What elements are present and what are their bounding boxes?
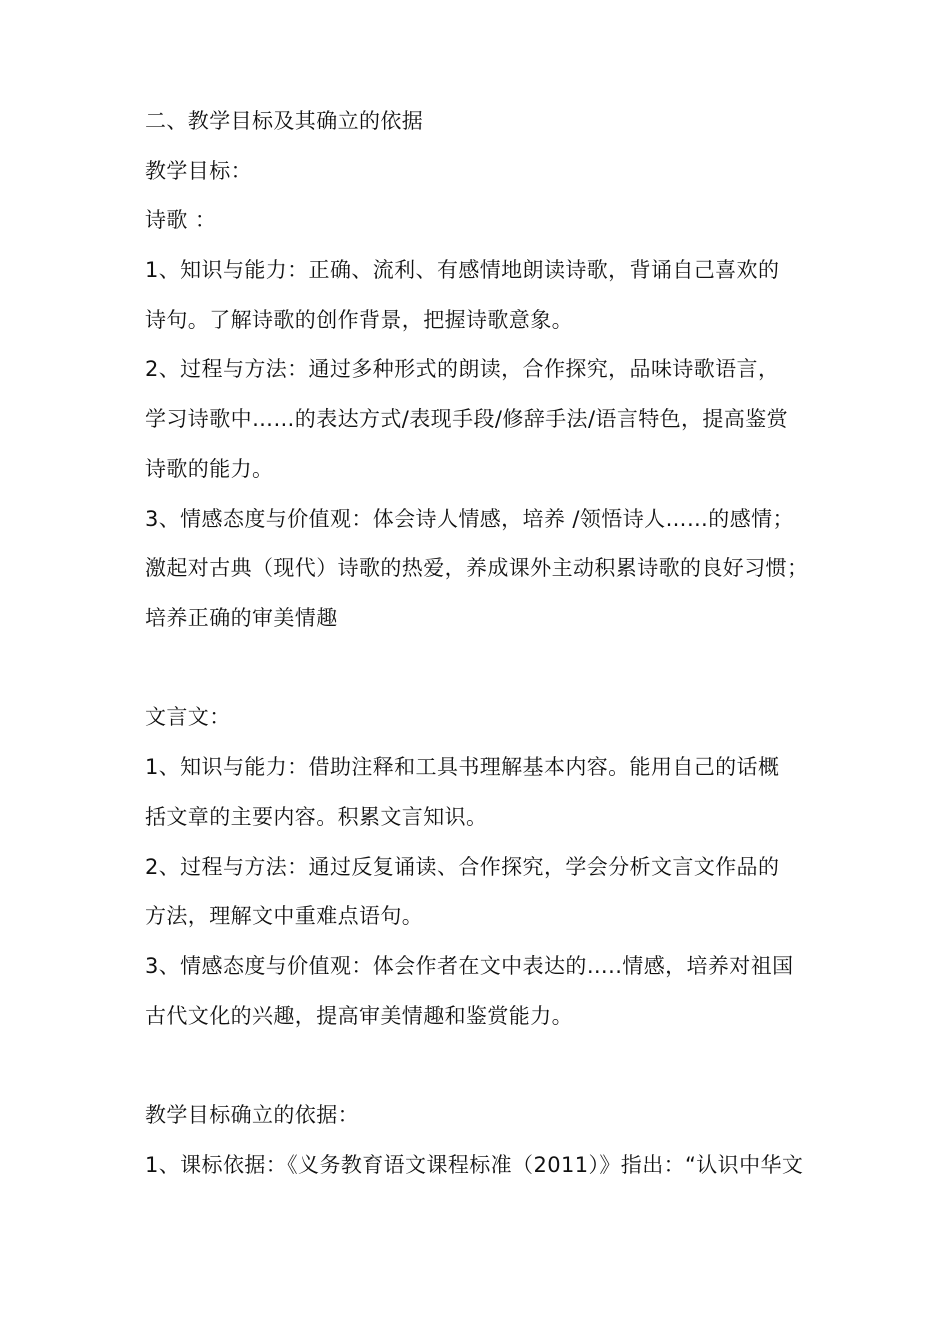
classical-line: 3、情感态度与价值观：体会作者在文中表达的…..情感，培养对祖国 <box>145 954 794 978</box>
classical-label: 文言文： <box>145 705 231 729</box>
goals-label: 教学目标： <box>145 159 252 183</box>
basis-line: 1、课标依据：《义务教育语文课程标准（2011）》指出：“认识中华文 <box>145 1153 804 1177</box>
poetry-label: 诗歌 ： <box>145 208 217 232</box>
classical-line: 古代文化的兴趣，提高审美情趣和鉴赏能力。 <box>145 1004 573 1028</box>
poetry-line: 诗句。了解诗歌的创作背景，把握诗歌意象。 <box>145 308 573 332</box>
classical-line: 1、知识与能力：借助注释和工具书理解基本内容。能用自己的话概 <box>145 755 780 779</box>
poetry-line: 培养正确的审美情趣 <box>145 606 338 630</box>
poetry-line: 2、过程与方法：通过多种形式的朗读，合作探究，品味诗歌语言， <box>145 357 780 381</box>
poetry-line: 激起对古典（现代）诗歌的热爱，养成课外主动积累诗歌的良好习惯； <box>145 556 809 580</box>
poetry-line: 1、知识与能力：正确、流利、有感情地朗读诗歌，背诵自己喜欢的 <box>145 258 780 282</box>
poetry-line: 诗歌的能力。 <box>145 457 274 481</box>
poetry-line: 3、情感态度与价值观：体会诗人情感，培养 /领悟诗人……的感情； <box>145 507 794 531</box>
poetry-line: 学习诗歌中……的表达方式/表现手段/修辞手法/语言特色，提高鉴赏 <box>145 407 789 431</box>
classical-line: 方法，理解文中重难点语句。 <box>145 904 424 928</box>
classical-line: 2、过程与方法：通过反复诵读、合作探究，学会分析文言文作品的 <box>145 855 780 879</box>
classical-line: 括文章的主要内容。积累文言知识。 <box>145 805 488 829</box>
section-heading: 二、教学目标及其确立的依据 <box>145 109 424 133</box>
basis-label: 教学目标确立的依据： <box>145 1103 359 1127</box>
